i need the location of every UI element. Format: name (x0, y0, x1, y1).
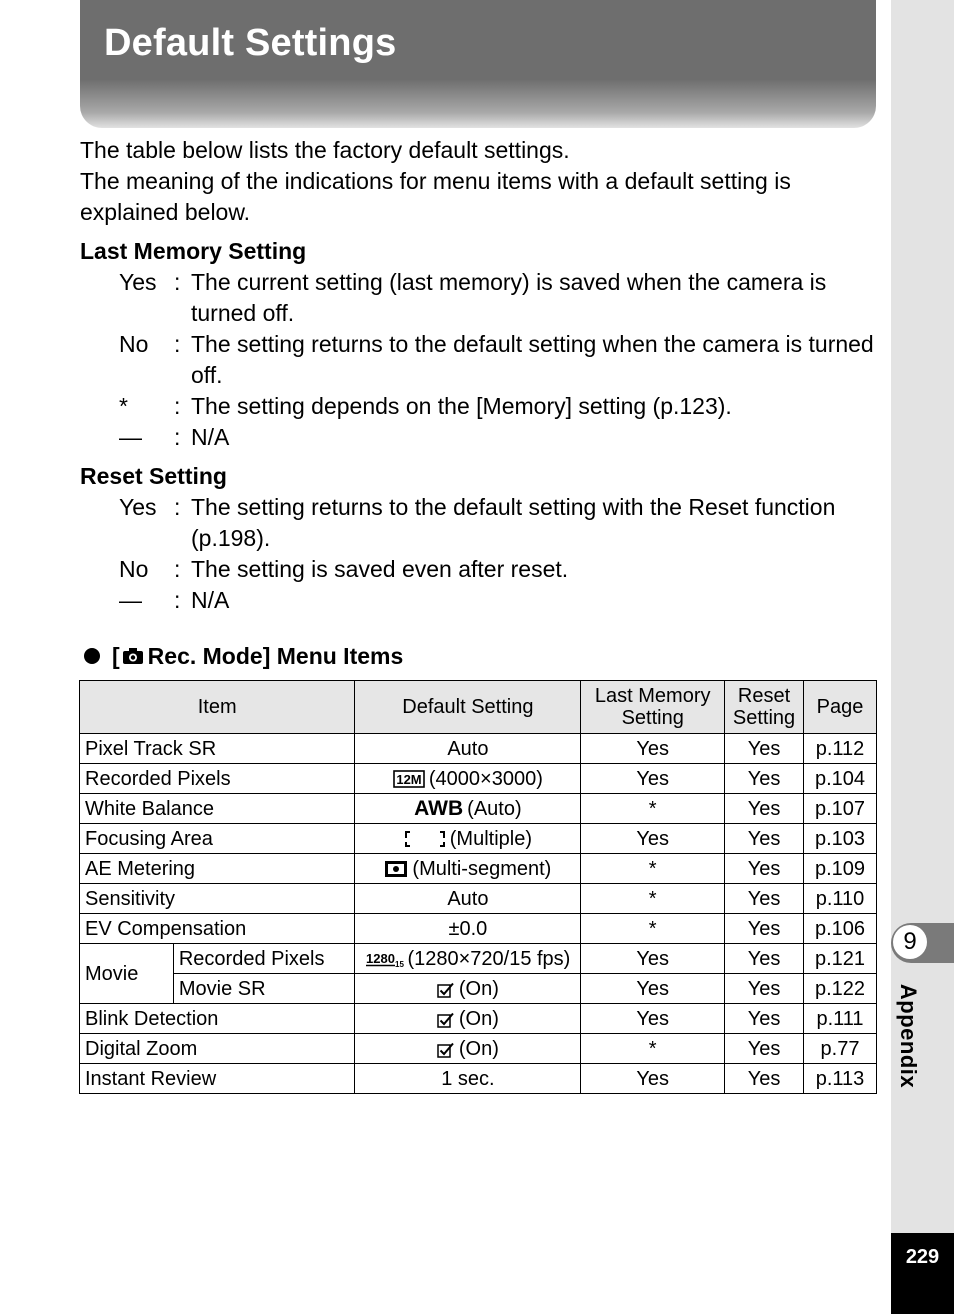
definition-key: Yes (119, 494, 157, 520)
12m-icon (393, 770, 425, 788)
definition-colon: : (174, 556, 181, 582)
default-value: (On) (458, 1037, 499, 1060)
item-cell: Instant Review (80, 1064, 355, 1094)
default-value: (4000×3000) (428, 767, 543, 790)
intro-line-2: The meaning of the indications for menu items with a default setting is explained below. (80, 168, 791, 225)
last-memory-cell: * (581, 854, 725, 884)
multi-af-icon (404, 830, 446, 848)
item-cell: Digital Zoom (80, 1034, 355, 1064)
definition-colon: : (174, 331, 181, 357)
table-row (80, 854, 877, 884)
multi-segment-icon (384, 860, 408, 878)
table-row (80, 1004, 877, 1034)
table-row (80, 824, 877, 854)
reset-cell: Yes (725, 974, 804, 1004)
default-cell (355, 824, 581, 854)
reset-cell: Yes (725, 854, 804, 884)
table-heading (84, 641, 403, 671)
default-cell: ±0.0 (355, 914, 581, 944)
item-cell: Recorded Pixels (80, 764, 355, 794)
item-cell: EV Compensation (80, 914, 355, 944)
page-cell: p.110 (804, 884, 877, 914)
camera-icon (122, 647, 144, 665)
definition-text: N/A (191, 587, 230, 613)
last-memory-cell: Yes (581, 974, 725, 1004)
definition-row (80, 329, 876, 391)
intro-line-1: The table below lists the factory default settings. (80, 137, 570, 163)
table-row (80, 764, 877, 794)
page-cell: p.106 (804, 914, 877, 944)
last-memory-cell: Yes (581, 1064, 725, 1094)
settings-table (79, 680, 877, 1094)
item-cell: Pixel Track SR (80, 734, 355, 764)
definition-key: No (119, 331, 149, 357)
item-cell: Movie SR (173, 974, 355, 1004)
definition-row (80, 554, 876, 585)
definition-text: The setting is saved even after reset. (191, 556, 569, 582)
last-memory-cell: Yes (581, 1004, 725, 1034)
definition-text: The setting returns to the default setting when the camera is turned off. (191, 331, 874, 388)
default-value: (1280×720/15 fps) (407, 947, 571, 970)
last-memory-cell: Yes (581, 764, 725, 794)
definition-key: — (119, 424, 142, 450)
default-value: (On) (458, 977, 499, 1000)
checkbox-on-icon (437, 1012, 455, 1028)
page-cell: p.77 (804, 1034, 877, 1064)
definition-text: N/A (191, 424, 230, 450)
default-cell: Auto (355, 884, 581, 914)
reset-cell: Yes (725, 1004, 804, 1034)
chapter-number: 9 (893, 925, 927, 959)
page-cell: p.113 (804, 1064, 877, 1094)
definition-text: The current setting (last memory) is saved when the camera is turned off. (191, 269, 827, 326)
last-memory-cell: * (581, 1034, 725, 1064)
page-header-banner (80, 0, 876, 128)
definition-key: Yes (119, 269, 157, 295)
reset-cell: Yes (725, 1064, 804, 1094)
definition-key: * (119, 393, 128, 419)
last-memory-cell: Yes (581, 824, 725, 854)
column-header: Page (804, 681, 877, 734)
1280-15fps-icon (365, 950, 403, 968)
definition-colon: : (174, 393, 181, 419)
column-header: Last Memory Setting (581, 681, 725, 734)
table-row (80, 794, 877, 824)
default-cell (355, 944, 581, 974)
reset-cell: Yes (725, 764, 804, 794)
reset-cell: Yes (725, 734, 804, 764)
page-cell: p.122 (804, 974, 877, 1004)
reset-cell: Yes (725, 944, 804, 974)
default-cell: 1 sec. (355, 1064, 581, 1094)
item-cell: Sensitivity (80, 884, 355, 914)
chapter-label: Appendix (896, 983, 921, 1089)
table-row (80, 1064, 877, 1094)
default-value: (Multi-segment) (412, 857, 552, 880)
svg-text:12M: 12M (396, 771, 422, 787)
column-header: Default Setting (355, 681, 581, 734)
last-memory-cell: Yes (581, 944, 725, 974)
default-value: (On) (458, 1007, 499, 1030)
last-memory-cell: Yes (581, 734, 725, 764)
table-heading-text: Rec. Mode] Menu Items (147, 643, 404, 669)
table-row (80, 884, 877, 914)
reset-cell: Yes (725, 1034, 804, 1064)
last-memory-cell: * (581, 884, 725, 914)
reset-cell: Yes (725, 884, 804, 914)
last-memory-cell: * (581, 914, 725, 944)
item-cell: Focusing Area (80, 824, 355, 854)
last-memory-heading: Last Memory Setting (80, 238, 307, 264)
definition-colon: : (174, 587, 181, 613)
page-title: Default Settings (104, 22, 397, 64)
svg-text:1280: 1280 (366, 950, 396, 966)
sidebar-strip (891, 0, 954, 1314)
definition-colon: : (174, 494, 181, 520)
table-header-row (80, 681, 877, 734)
bullet-icon (84, 648, 100, 664)
default-cell (355, 1004, 581, 1034)
definition-colon: : (174, 269, 181, 295)
definition-key: No (119, 556, 149, 582)
page-cell: p.104 (804, 764, 877, 794)
definition-row (80, 492, 876, 554)
content (80, 135, 876, 616)
default-cell (355, 794, 581, 824)
checkbox-on-icon (437, 982, 455, 998)
page-cell: p.109 (804, 854, 877, 884)
page-cell: p.103 (804, 824, 877, 854)
item-cell: White Balance (80, 794, 355, 824)
definition-key: — (119, 587, 142, 613)
definition-row (80, 267, 876, 329)
default-cell (355, 974, 581, 1004)
item-cell: AE Metering (80, 854, 355, 884)
column-header: Item (80, 681, 355, 734)
definition-row (80, 391, 876, 422)
item-cell: Blink Detection (80, 1004, 355, 1034)
svg-text:15: 15 (395, 959, 405, 969)
table-row (80, 1034, 877, 1064)
table-heading-open: [ (112, 643, 120, 669)
page-cell: p.121 (804, 944, 877, 974)
table-row (80, 914, 877, 944)
checkbox-on-icon (437, 1042, 455, 1058)
table-row (80, 944, 877, 974)
definition-row (80, 422, 876, 453)
page-cell: p.112 (804, 734, 877, 764)
table-row (80, 974, 877, 1004)
default-value: (Multiple) (449, 827, 533, 850)
page-cell: p.107 (804, 794, 877, 824)
page-cell: p.111 (804, 1004, 877, 1034)
reset-heading: Reset Setting (80, 463, 227, 489)
column-header: Reset Setting (725, 681, 804, 734)
reset-cell: Yes (725, 794, 804, 824)
movie-group-cell: Movie (80, 944, 174, 1004)
definition-text: The setting depends on the [Memory] setting (p.123). (191, 393, 732, 419)
definition-colon: : (174, 424, 181, 450)
definition-row (80, 585, 876, 616)
page-number: 229 (891, 1233, 954, 1314)
table-row (80, 734, 877, 764)
item-cell: Recorded Pixels (173, 944, 355, 974)
reset-cell: Yes (725, 914, 804, 944)
default-value: (Auto) (467, 797, 522, 820)
default-cell (355, 1034, 581, 1064)
default-cell: Auto (355, 734, 581, 764)
default-cell (355, 854, 581, 884)
reset-cell: Yes (725, 824, 804, 854)
awb-label: AWB (414, 796, 464, 820)
definition-text: The setting returns to the default setting with the Reset function (p.198). (191, 494, 836, 551)
last-memory-cell: * (581, 794, 725, 824)
default-cell (355, 764, 581, 794)
